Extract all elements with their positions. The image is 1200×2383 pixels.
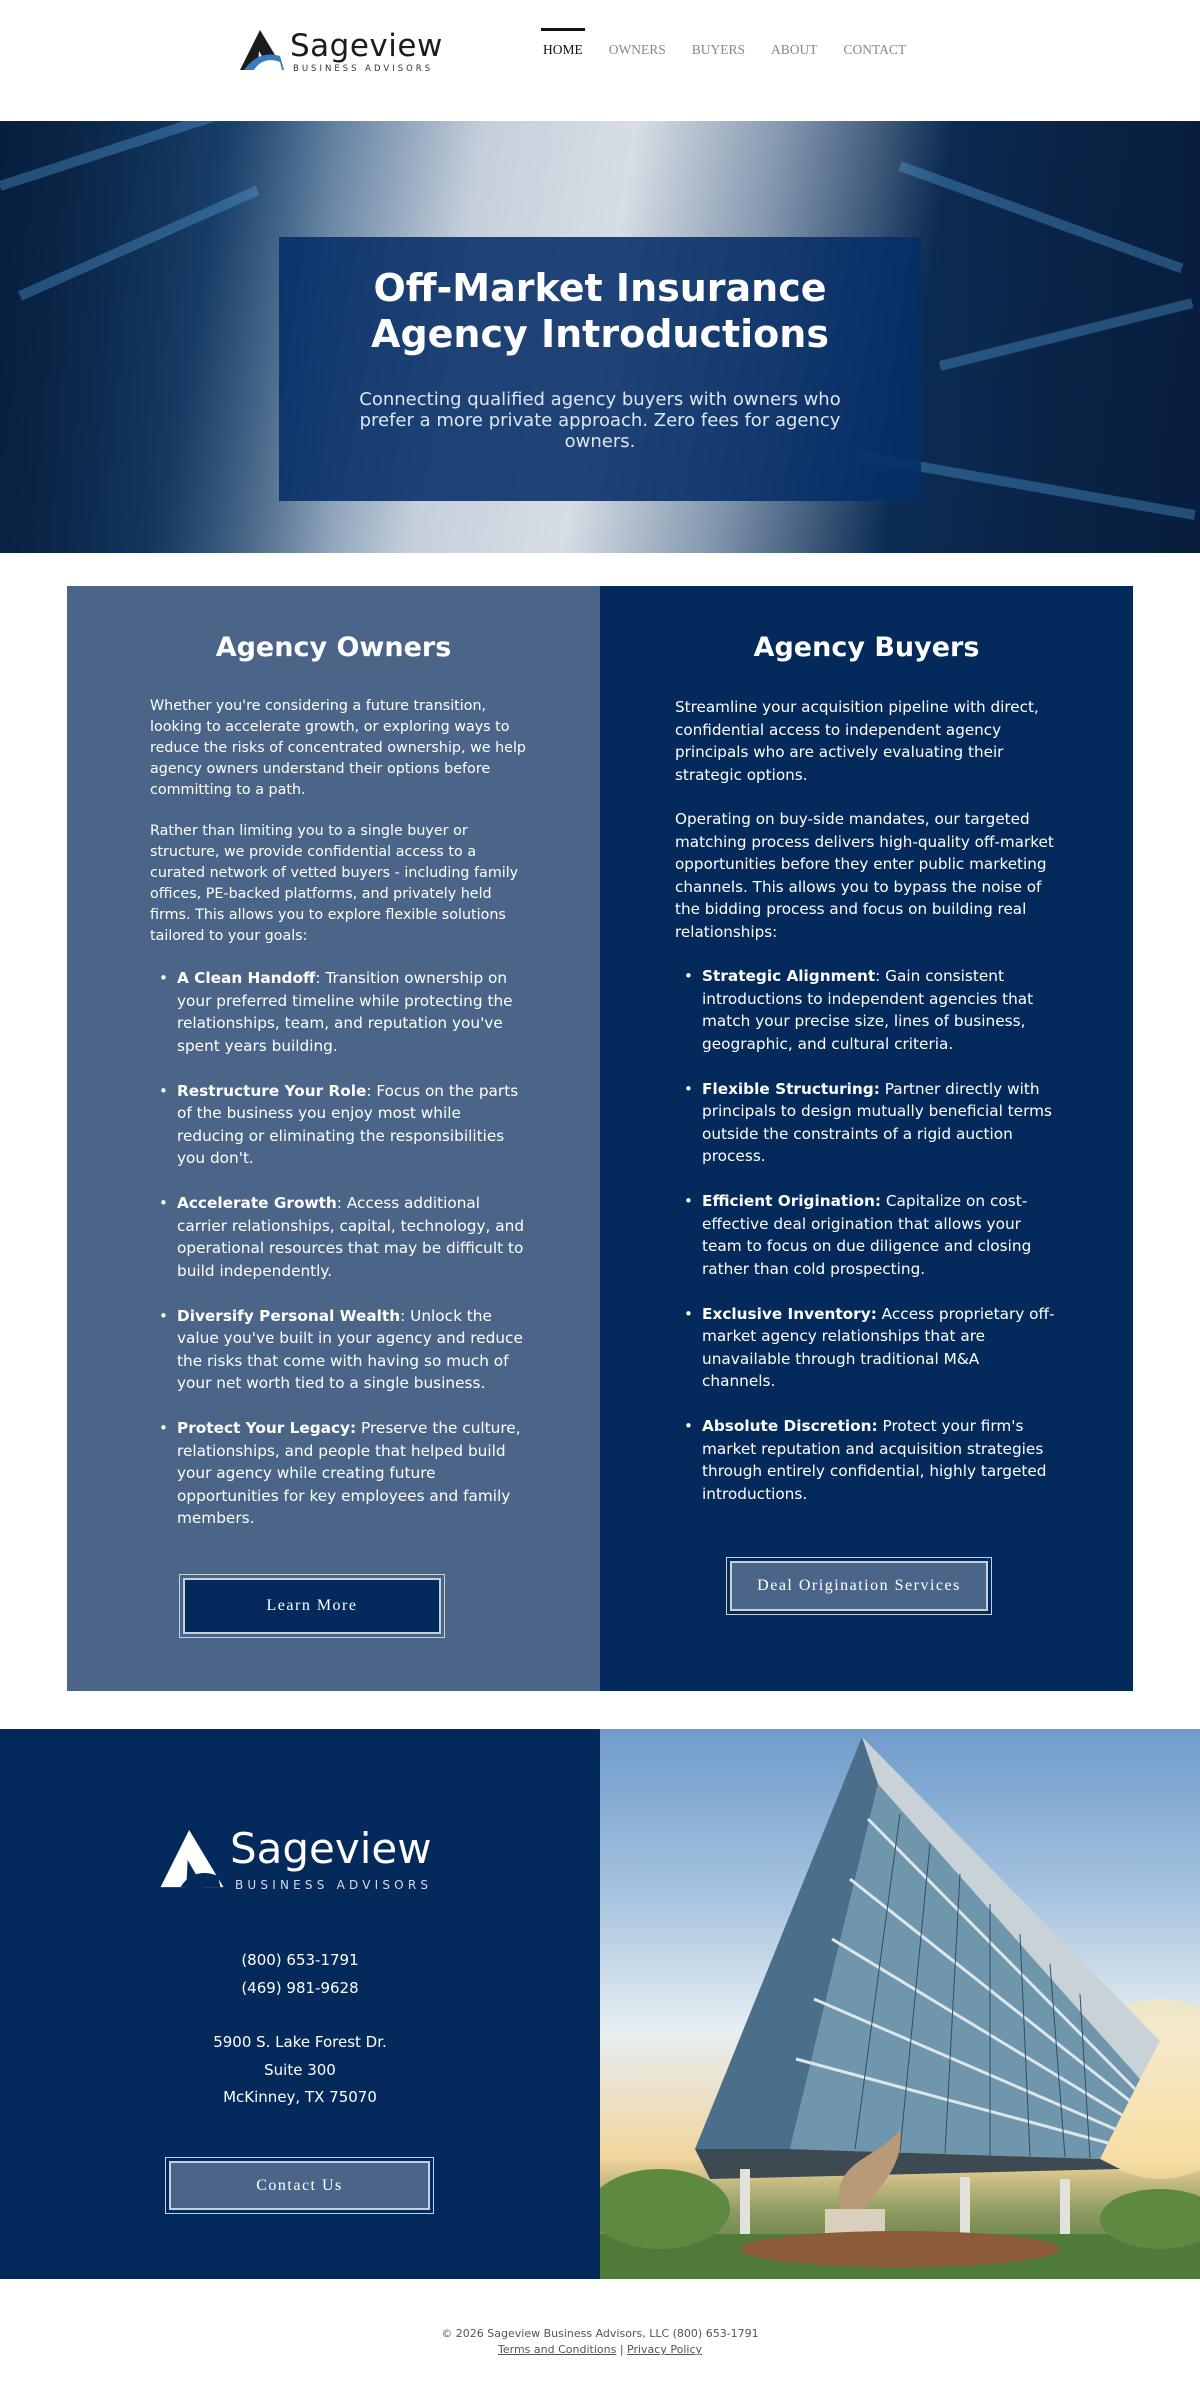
logo-name: Sageview xyxy=(230,1824,432,1873)
list-item xyxy=(675,1303,1055,1393)
list-item xyxy=(150,967,528,1057)
list-item-heading: Accelerate Growth xyxy=(177,1194,337,1212)
hero-banner xyxy=(0,121,1200,553)
list-item-text: Preserve the culture, relationships, and people that helped build your agency while creating future opportunities for key employees and family members. xyxy=(177,1419,521,1527)
list-item xyxy=(675,965,1055,1055)
buyers-title: Agency Buyers xyxy=(753,632,980,663)
logo-name: Sageview xyxy=(290,28,443,64)
list-item-heading: Flexible Structuring: xyxy=(702,1079,880,1098)
list-item-text: Access proprietary off-market agency relationships that are unavailable through traditional M&A channels. xyxy=(702,1304,1055,1390)
contact-us-button[interactable]: Contact Us xyxy=(169,2161,430,2210)
list-item-heading: Diversify Personal Wealth xyxy=(177,1306,401,1325)
footer-logo[interactable] xyxy=(160,1824,433,1894)
copyright-text: © 2026 Sageview Business Advisors, LLC (800) 653-1791 xyxy=(441,2327,759,2340)
list-item-text: : Access additional carrier relationships, capital, technology, and operational resources that may be difficult to build independently. xyxy=(177,1194,525,1280)
office-building-illustration xyxy=(600,1729,1200,2279)
nav-about[interactable]: ABOUT xyxy=(771,42,818,57)
list-item xyxy=(150,1192,528,1282)
owners-benefits-list xyxy=(150,967,528,1530)
contact-details xyxy=(0,1947,600,2112)
list-item-heading: Absolute Discretion: xyxy=(702,1417,878,1435)
sageview-logo-mark-icon xyxy=(240,30,284,72)
list-item xyxy=(150,1305,528,1395)
list-item xyxy=(675,1190,1055,1280)
list-item-text: : Unlock the value you've built in your agency and reduce the risks that come with having so much of your net worth tied to a single business. xyxy=(177,1306,523,1392)
list-item-heading: Strategic Alignment xyxy=(702,967,876,985)
office-building-image xyxy=(600,1729,1200,2279)
owners-title: Agency Owners xyxy=(215,632,452,663)
buyers-paragraph: Streamline your acquisition pipeline with direct, confidential access to independent agency principals who are actively evaluating their strategic options. xyxy=(675,698,1039,784)
hero-title xyxy=(279,265,921,357)
list-item-text: : Focus on the parts of the business you enjoy most while reducing or eliminating the responsibilities you don't. xyxy=(177,1081,519,1167)
learn-more-button[interactable]: Learn More xyxy=(183,1578,441,1634)
address-line: McKinney, TX 75070 xyxy=(223,2088,377,2106)
spacer xyxy=(0,2002,600,2029)
nav-home[interactable]: HOME xyxy=(543,28,583,58)
list-item xyxy=(675,1078,1055,1168)
main-nav xyxy=(543,28,932,58)
list-item xyxy=(150,1080,528,1170)
nav-owners[interactable]: OWNERS xyxy=(608,42,666,57)
buyers-benefits-list xyxy=(675,965,1055,1505)
list-item-heading: Exclusive Inventory: xyxy=(702,1304,877,1323)
phone-primary[interactable]: (800) 653-1791 xyxy=(241,1951,359,1969)
contact-panel xyxy=(0,1729,600,2279)
address-line: Suite 300 xyxy=(264,2060,336,2079)
sageview-logo-mark-icon xyxy=(160,1830,224,1890)
hero-subtitle: Connecting qualified agency buyers with owners who prefer a more private approach. Zero fees for agency owners. xyxy=(359,389,841,452)
sageview-logo[interactable] xyxy=(240,28,443,76)
list-item-text: : Transition ownership on your preferred timeline while protecting the relationships, team, and reputation you've spent years building. xyxy=(177,969,513,1055)
hero-title-line1: Off-Market Insurance xyxy=(373,266,827,310)
list-item-text: Protect your firm's market reputation and acquisition strategies through entirely confidential, highly targeted introductions. xyxy=(702,1417,1047,1503)
owners-paragraph: Whether you're considering a future transition, looking to accelerate growth, or exploring ways to reduce the risks of concentrated ownership, we help agency owners understand their options before committing to a path. xyxy=(150,698,527,798)
owners-body xyxy=(150,696,528,1552)
link-separator: | xyxy=(619,2343,624,2356)
list-item-heading: Restructure Your Role xyxy=(177,1081,367,1100)
site-header xyxy=(0,0,1200,121)
deal-origination-button[interactable]: Deal Origination Services xyxy=(730,1561,988,1611)
privacy-link[interactable]: Privacy Policy xyxy=(627,2343,702,2356)
site-footer xyxy=(0,2326,1200,2358)
list-item-text: Capitalize on cost-effective deal origination that allows your team to focus on due diligence and closing rather than cold prospecting. xyxy=(702,1192,1032,1278)
list-item-heading: Protect Your Legacy: xyxy=(177,1419,357,1437)
hero-text-box xyxy=(279,237,921,501)
list-item xyxy=(675,1415,1055,1505)
buyers-body xyxy=(675,696,1055,1528)
terms-link[interactable]: Terms and Conditions xyxy=(498,2343,617,2356)
owners-paragraph: Rather than limiting you to a single buyer or structure, we provide confidential access to a curated network of vetted buyers - including family offices, PE-backed platforms, and privately held firms. This allows you to explore flexible solutions tailored to your goals: xyxy=(150,823,519,944)
buyers-paragraph: Operating on buy-side mandates, our targeted matching process delivers high-quality off-market opportunities before they enter public marketing channels. This allows you to bypass the noise of the bidding process and focus on building real relationships: xyxy=(675,810,1054,941)
list-item-text: Partner directly with principals to design mutually beneficial terms outside the constraints of a rigid auction process. xyxy=(702,1079,1052,1165)
list-item-heading: A Clean Handoff xyxy=(177,969,316,987)
owners-panel xyxy=(67,586,600,1691)
buyers-panel xyxy=(600,586,1133,1691)
phone-secondary[interactable]: (469) 981-9628 xyxy=(241,1978,359,1997)
nav-buyers[interactable]: BUYERS xyxy=(691,42,746,57)
owners-buyers-section xyxy=(67,586,1133,1691)
legal-links xyxy=(0,2342,1200,2358)
list-item xyxy=(150,1417,528,1530)
address-line: 5900 S. Lake Forest Dr. xyxy=(213,2033,387,2051)
logo-subtitle: BUSINESS ADVISORS xyxy=(235,1878,433,1892)
list-item-text: : Gain consistent introductions to independent agencies that match your precise size, lines of business, geographic, and cultural criteria. xyxy=(702,967,1034,1053)
nav-contact[interactable]: CONTACT xyxy=(843,42,907,57)
list-item-heading: Efficient Origination: xyxy=(702,1192,881,1210)
hero-title-line2: Agency Introductions xyxy=(371,312,829,356)
logo-subtitle: BUSINESS ADVISORS xyxy=(293,64,434,74)
